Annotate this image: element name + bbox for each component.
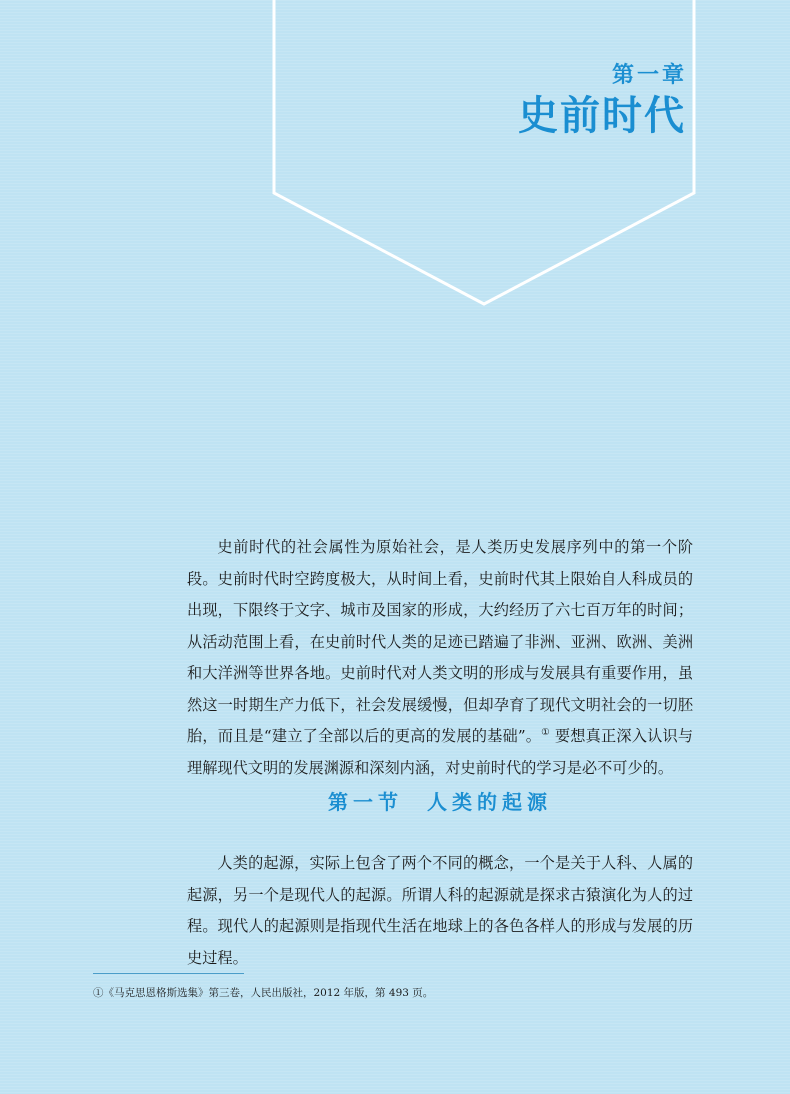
intro-text-continued: 要想真正深入认识与理解现代文明的发展渊源和深刻内涵，对史前时代的学习是必不可少的。 — [187, 727, 694, 777]
footnote-ref[interactable]: ① — [541, 726, 550, 738]
footnote-divider — [93, 973, 244, 974]
chapter-frame — [0, 0, 790, 320]
intro-text: 史前时代的社会属性为原始社会，是人类历史发展序列中的第一个阶段。史前时代时空跨度极大，从时间上看，史前时代其上限始自人科成员的出现，下限终于文字、城市及国家的形成，大约经历了六七百万年的时间；从活动范围上看，在史前时代人类的足迹已踏遍了非洲、亚洲、欧洲、美洲和大洋洲等世界各地。史前时代对人类文明的形成与发展具有重要作用，虽然这一时期生产力低下，社会发展缓慢，但却孕育了现代文明社会的一切胚胎，而且是“建立了全部以后的更高的发展的基础”。 — [187, 538, 693, 745]
section-heading: 第一节 人类的起源 — [328, 790, 552, 814]
footnote-text: 《马克思恩格斯选集》第三卷，人民出版社，2012 年版，第 493 页。 — [103, 987, 434, 999]
chapter-number: 第一章 — [611, 63, 687, 88]
chapter-frame-outline — [274, 0, 694, 304]
section-paragraph: 人类的起源，实际上包含了两个不同的概念，一个是关于人科、人属的起源，另一个是现代人的起源。所谓人科的起源就是探求古猿演化为人的过程。现代人的起源则是指现代生活在地球上的各色各样人的形成与发展的历史过程。 — [187, 854, 693, 967]
footnote-marker: ① — [93, 987, 104, 999]
chapter-title: 史前时代 — [518, 93, 686, 139]
chapter-intro-paragraph — [187, 532, 693, 784]
footnote — [93, 985, 433, 1001]
